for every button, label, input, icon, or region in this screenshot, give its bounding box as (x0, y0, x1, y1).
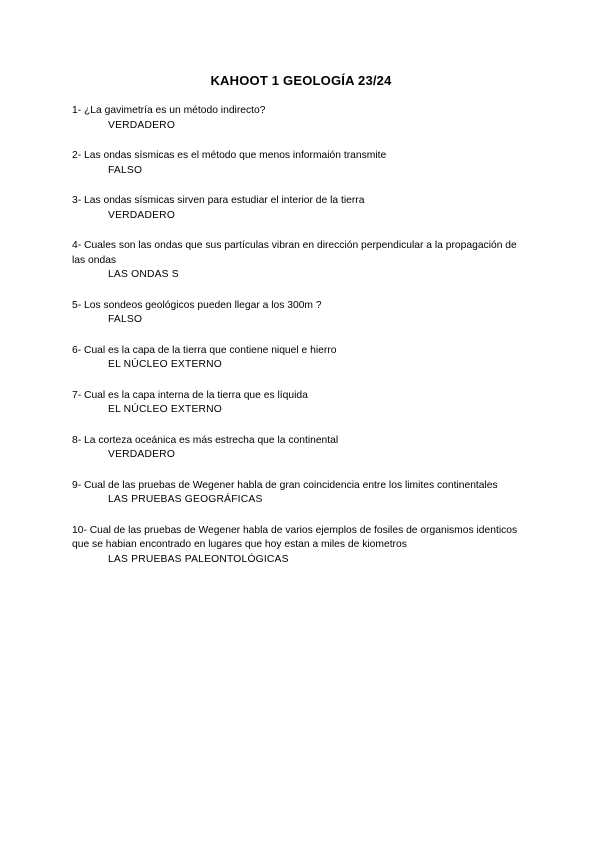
answer-text: LAS PRUEBAS GEOGRÁFICAS (108, 494, 263, 505)
answer-text: LAS PRUEBAS PALEONTOLÓGICAS (108, 553, 289, 565)
answer-text: EL NÚCLEO EXTERNO (108, 404, 223, 415)
question-item-7 (72, 389, 530, 418)
question-item-2 (72, 149, 530, 178)
answer-text: VERDADERO (108, 209, 176, 221)
answer-text: VERDADERO (108, 119, 176, 131)
question-item-3 (72, 194, 530, 223)
document-title: KAHOOT 1 GEOLOGÍA 23/24 (210, 73, 392, 88)
question-item-10 (72, 524, 530, 568)
answer-text: LAS ONDAS S (108, 269, 179, 280)
question-item-1 (72, 104, 530, 133)
question-item-8 (72, 434, 530, 463)
question-text: 10- Cual de las pruebas de Wegener habla de varios ejemplos de fosiles de organismos identicos que se habian encontrado en lugares que hoy estan a miles de kiometros (72, 524, 518, 550)
answer-text: FALSO (108, 164, 143, 176)
question-text: 9- Cual de las pruebas de Wegener habla de gran coincidencia entre los limites continentales (72, 479, 498, 491)
question-item-4 (72, 239, 530, 283)
answer-text: VERDADERO (108, 449, 176, 460)
question-text: 2- Las ondas sísmicas es el método que menos informaión transmite (72, 150, 387, 161)
question-text: 4- Cuales son las ondas que sus partículas vibran en dirección perpendicular a la propagación de las ondas (72, 240, 517, 266)
question-text: 6- Cual es la capa de la tierra que contiene niquel e hierro (72, 344, 337, 356)
question-text: 1- ¿La gavimetría es un método indirecto? (72, 105, 266, 116)
question-text: 3- Las ondas sísmicas sirven para estudiar el interior de la tierra (72, 195, 365, 206)
question-list (72, 104, 530, 567)
question-text: 7- Cual es la capa interna de la tierra que es líquida (72, 389, 308, 401)
question-item-9 (72, 479, 530, 508)
answer-text: EL NÚCLEO EXTERNO (108, 359, 223, 370)
question-text: 5- Los sondeos geológicos pueden llegar a los 300m ? (72, 299, 322, 311)
question-item-5 (72, 299, 530, 328)
question-item-6 (72, 344, 530, 373)
question-text: 8- La corteza oceánica es más estrecha que la continental (72, 434, 339, 446)
answer-text: FALSO (108, 314, 143, 325)
